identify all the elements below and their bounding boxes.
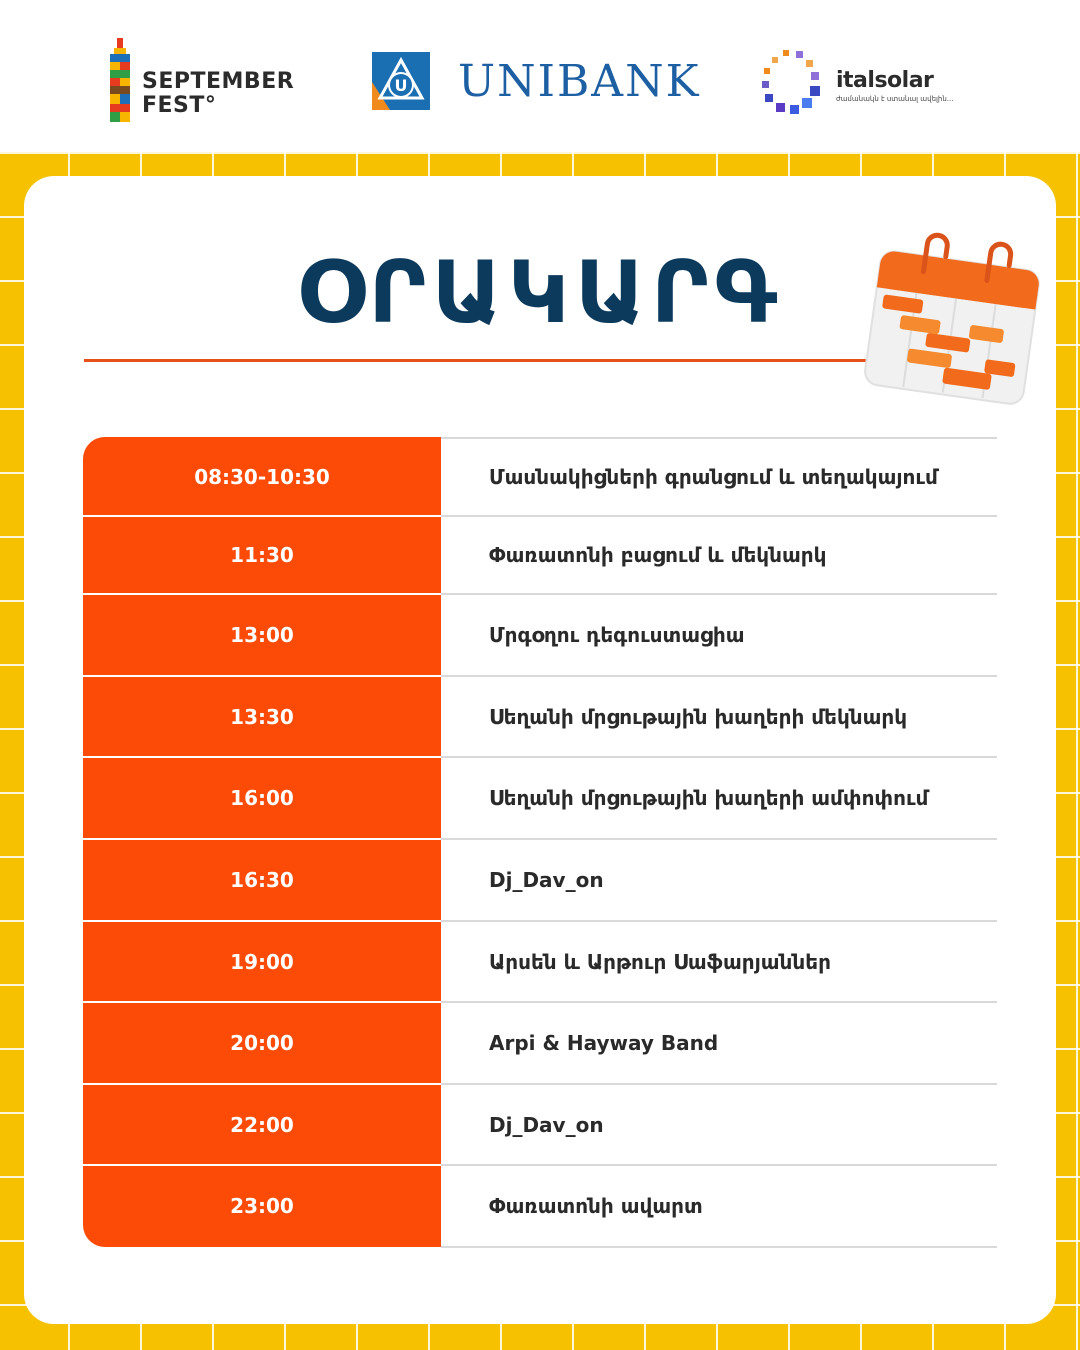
page-title: ՕՐԱԿԱՐԳ (297, 243, 783, 343)
unibank-mark-icon (372, 52, 430, 110)
title-divider (84, 359, 904, 362)
schedule-row (83, 594, 997, 676)
schedule-event: Սեղանի մրցութային խաղերի ամփոփում (489, 786, 929, 810)
september-fest-line2: FEST° (142, 93, 217, 118)
schedule-time: 08:30-10:30 (194, 464, 330, 489)
schedule-time: 19:00 (230, 949, 294, 974)
italsolar-mark-icon (756, 46, 826, 116)
schedule-time: 16:00 (230, 786, 294, 810)
schedule-row (83, 921, 997, 1002)
september-fest-logo (110, 38, 330, 122)
svg-text:U: U (394, 76, 408, 95)
calendar-icon (852, 218, 1052, 408)
row-divider (441, 437, 997, 439)
schedule-event: Արսեն և Արթուր Սաֆարյաններ (489, 949, 831, 974)
schedule-row (83, 839, 997, 921)
september-fest-mark (110, 38, 130, 122)
header (0, 0, 1080, 152)
schedule-event: Dj_Dav_on (489, 868, 604, 892)
schedule-row (83, 1165, 997, 1247)
schedule-time: 20:00 (230, 1031, 294, 1055)
schedule-row (83, 676, 997, 757)
schedule-event: Մրգօղու դեգուստացիա (489, 623, 745, 647)
schedule-row (83, 757, 997, 839)
schedule-time: 23:00 (230, 1194, 294, 1218)
schedule-time: 16:30 (230, 868, 294, 892)
italsolar-wordmark: italsolar (836, 68, 934, 93)
schedule-time: 13:00 (230, 623, 294, 647)
schedule-row (83, 437, 997, 516)
schedule-event: Մասնակիցների գրանցում և տեղակայում (489, 464, 938, 489)
schedule-row (83, 1002, 997, 1084)
schedule-time: 11:30 (230, 543, 294, 567)
september-fest-line1: SEPTEMBER (142, 69, 295, 94)
schedule-row (83, 1084, 997, 1165)
italsolar-tagline: ժամանակն է ստանալ ավելին... (836, 95, 954, 103)
schedule-event: Սեղանի մրցութային խաղերի մեկնարկ (489, 704, 908, 729)
schedule-time: 13:30 (230, 704, 294, 729)
schedule-row (83, 516, 997, 594)
row-divider (441, 1246, 997, 1248)
schedule-event: Փառատոնի ավարտ (489, 1194, 703, 1218)
schedule-time: 22:00 (230, 1112, 294, 1137)
italsolar-logo (756, 46, 976, 116)
schedule-event: Փառատոնի բացում և մեկնարկ (489, 543, 827, 567)
schedule-event: Arpi & Hayway Band (489, 1031, 719, 1055)
schedule-event: Dj_Dav_on (489, 1112, 604, 1137)
schedule-table (83, 437, 997, 1247)
september-fest-wordmark (142, 70, 294, 118)
unibank-wordmark: UNIBANK (458, 56, 701, 107)
